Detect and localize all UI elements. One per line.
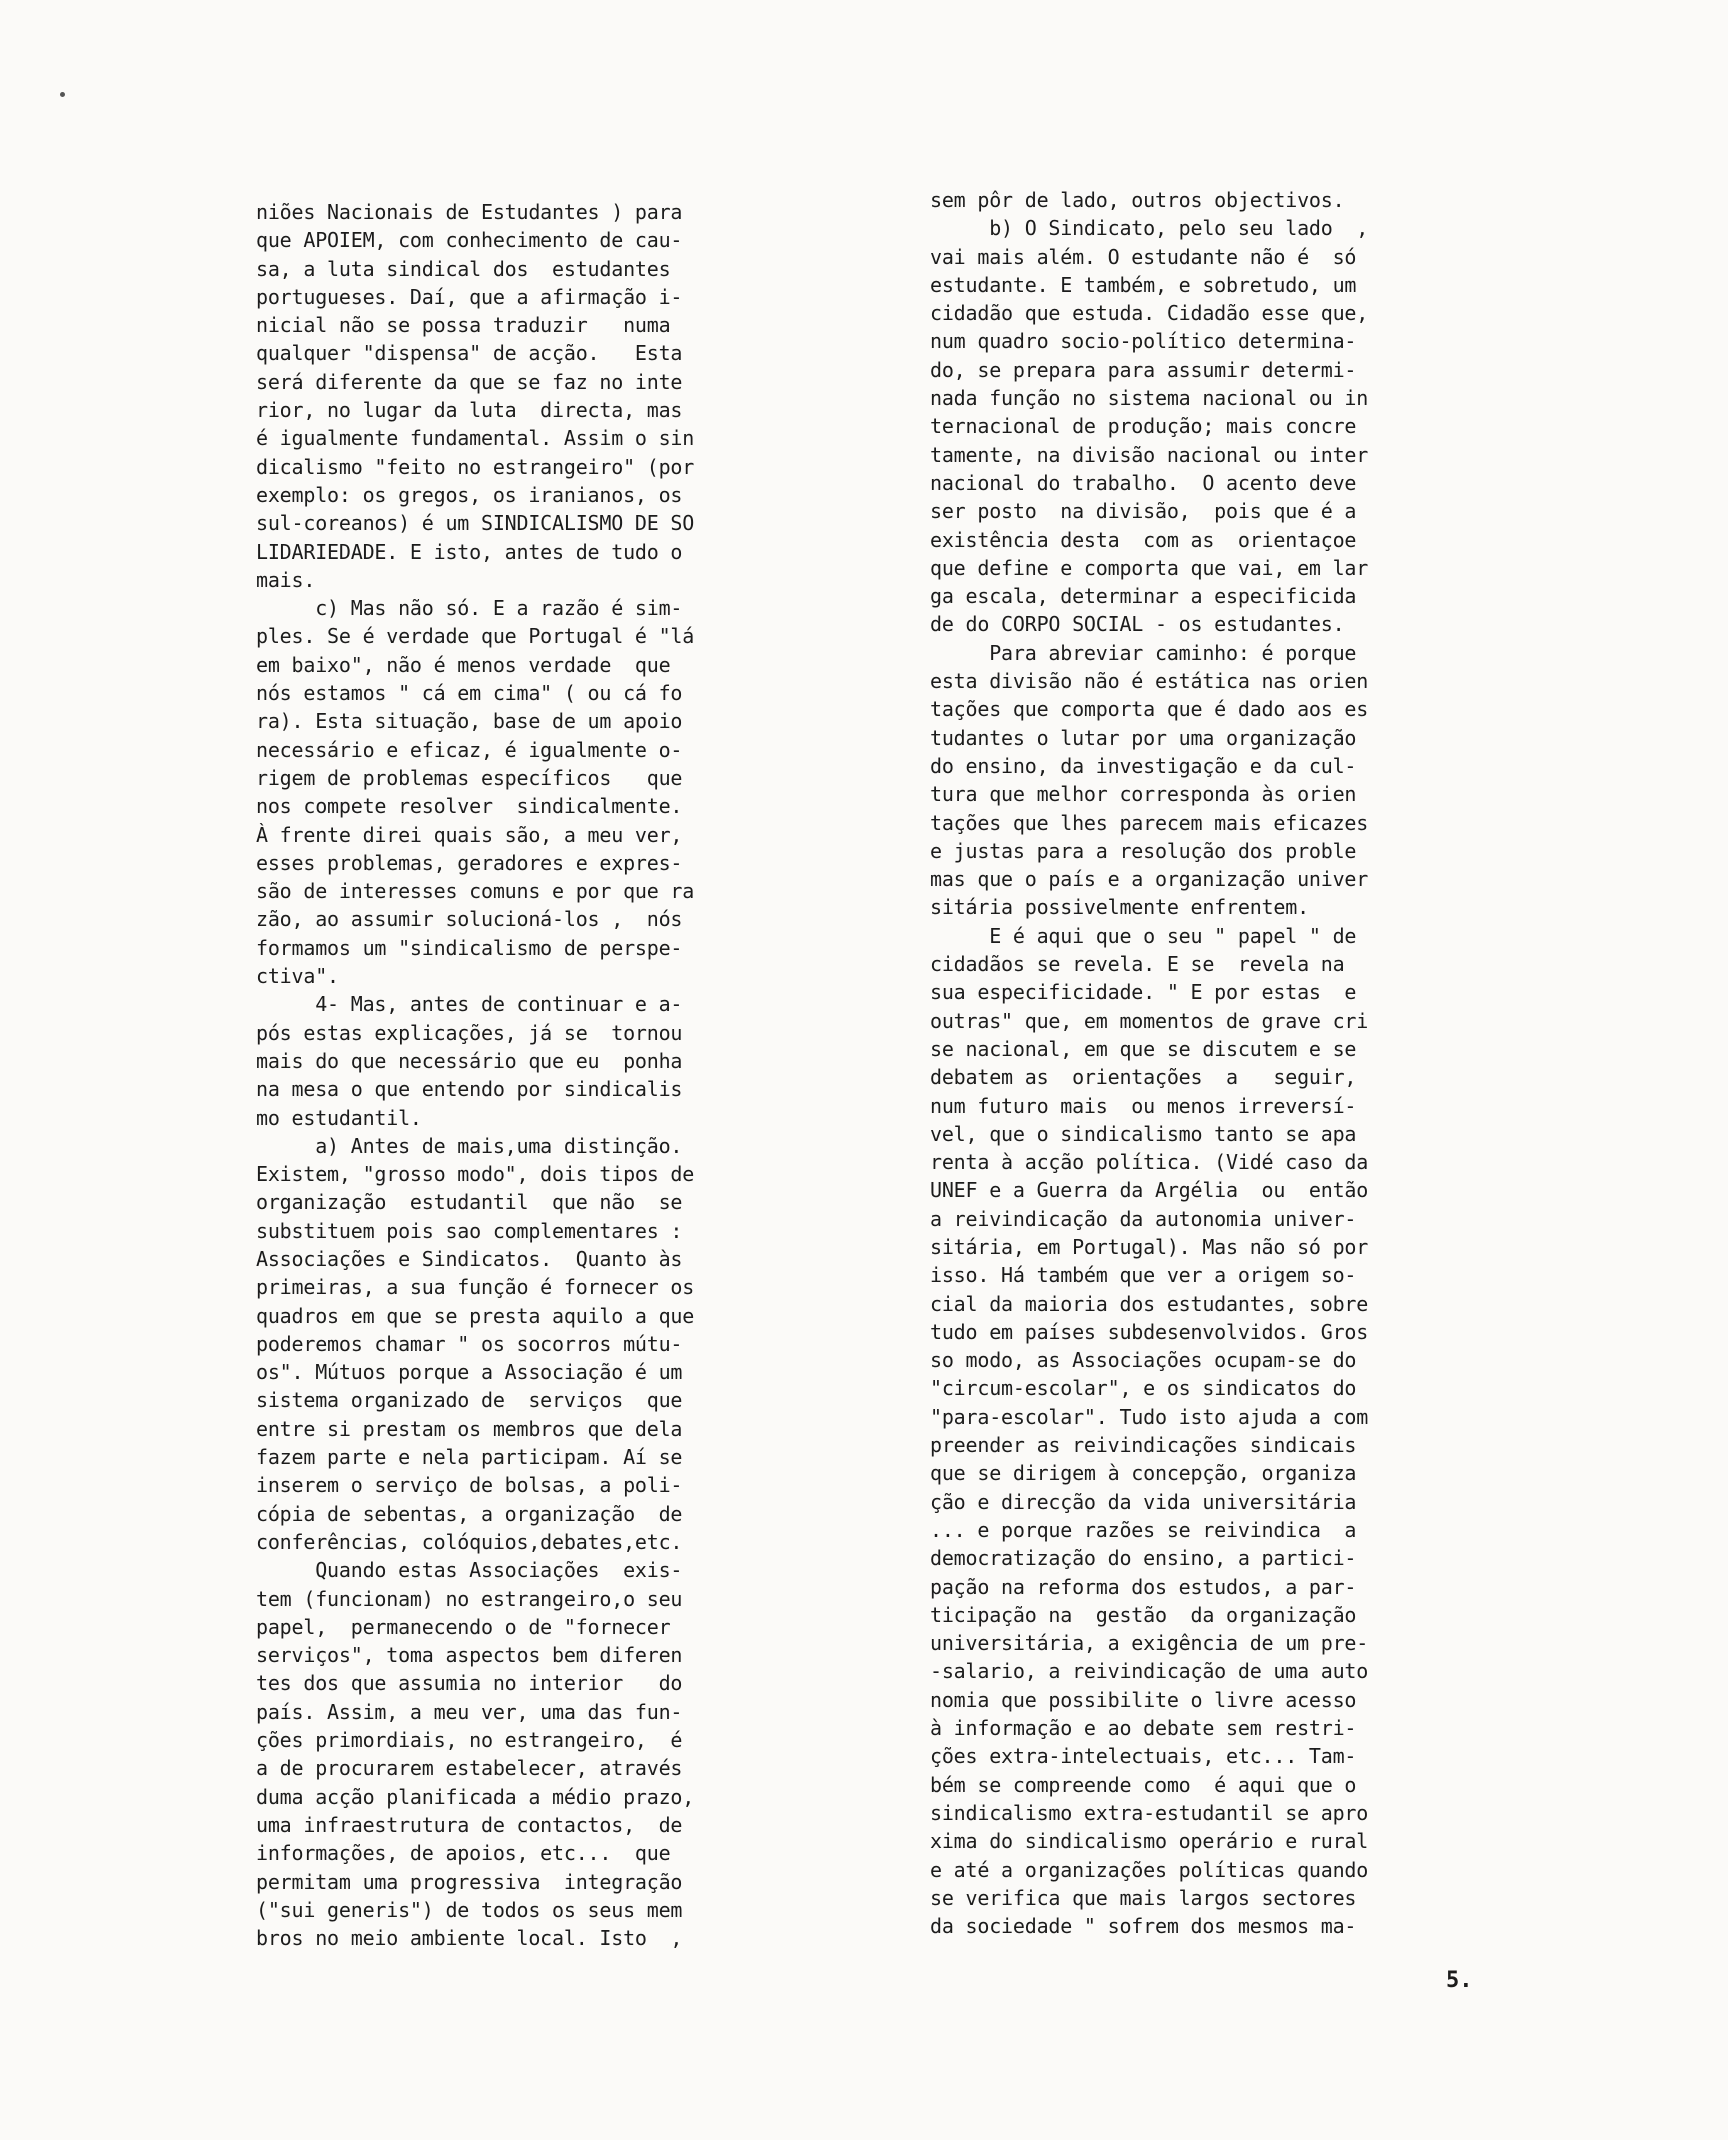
text-line: UNEF e a Guerra da Argélia ou então xyxy=(930,1178,1369,1203)
text-line: LIDARIEDADE. E isto, antes de tudo o xyxy=(256,539,683,564)
text-line: sul-coreanos) é um SINDICALISMO DE SO xyxy=(256,511,695,536)
text-line: nós estamos " cá em cima" ( ou cá fo xyxy=(256,681,683,706)
text-line: Existem, "grosso modo", dois tipos de xyxy=(256,1162,695,1187)
text-line: substituem pois sao complementares : xyxy=(256,1218,683,1243)
text-line: exemplo: os gregos, os iranianos, os xyxy=(256,482,683,507)
text-line: nacional do trabalho. O acento deve xyxy=(930,470,1357,495)
text-line: é igualmente fundamental. Assim o sin xyxy=(256,426,695,451)
text-line: democratização do ensino, a partici- xyxy=(930,1546,1357,1571)
text-line: esses problemas, geradores e expres- xyxy=(256,850,683,875)
ink-speck xyxy=(60,92,65,97)
text-line: 4- Mas, antes de continuar e a- xyxy=(256,992,683,1017)
text-line: E é aqui que o seu " papel " de xyxy=(930,923,1357,948)
text-line: rior, no lugar da luta directa, mas xyxy=(256,398,683,423)
text-line: num quadro socio-político determina- xyxy=(930,329,1357,354)
text-line: mais. xyxy=(256,567,316,592)
text-line: nicial não se possa traduzir numa xyxy=(256,313,671,338)
text-line: tes dos que assumia no interior do xyxy=(256,1671,683,1696)
text-line: fazem parte e nela participam. Aí se xyxy=(256,1445,683,1470)
text-line: ção e direcção da vida universitária xyxy=(930,1489,1357,1514)
text-line: universitária, a exigência de um pre- xyxy=(930,1631,1369,1656)
text-line: mais do que necessário que eu ponha xyxy=(256,1048,683,1073)
text-line: ples. Se é verdade que Portugal é "lá xyxy=(256,624,695,649)
text-line: preender as reivindicações sindicais xyxy=(930,1433,1357,1458)
text-line: se verifica que mais largos sectores xyxy=(930,1885,1357,1910)
text-line: ("sui generis") de todos os seus mem xyxy=(256,1897,683,1922)
text-line: e justas para a resolução dos proble xyxy=(930,838,1357,863)
text-line: outras" que, em momentos de grave cri xyxy=(930,1008,1369,1033)
text-line: do ensino, da investigação e da cul- xyxy=(930,753,1357,778)
text-line: serviços", toma aspectos bem diferen xyxy=(256,1643,683,1668)
text-line: inserem o serviço de bolsas, a poli- xyxy=(256,1473,683,1498)
text-line: que APOIEM, com conhecimento de cau- xyxy=(256,228,683,253)
text-line: "para-escolar". Tudo isto ajuda a com xyxy=(930,1404,1369,1429)
text-line: será diferente da que se faz no inte xyxy=(256,369,683,394)
text-line: de do CORPO SOCIAL - os estudantes. xyxy=(930,612,1345,637)
text-line: b) O Sindicato, pelo seu lado , xyxy=(930,216,1369,241)
text-line: duma acção planificada a médio prazo, xyxy=(256,1784,695,1809)
text-line: ticipação na gestão da organização xyxy=(930,1602,1357,1627)
text-line: cidadãos se revela. E se revela na xyxy=(930,952,1345,977)
text-line: debatem as orientações a seguir, xyxy=(930,1065,1357,1090)
text-line: tudantes o lutar por uma organização xyxy=(930,725,1357,750)
text-line: sa, a luta sindical dos estudantes xyxy=(256,256,671,281)
text-line: uma infraestrutura de contactos, de xyxy=(256,1812,683,1837)
text-line: que define e comporta que vai, em lar xyxy=(930,555,1369,580)
text-line: Para abreviar caminho: é porque xyxy=(930,640,1357,665)
text-line: a reivindicação da autonomia univer- xyxy=(930,1206,1357,1231)
text-line: ternacional de produção; mais concre xyxy=(930,414,1357,439)
text-line: xima do sindicalismo operário e rural xyxy=(930,1829,1369,1854)
text-line: niões Nacionais de Estudantes ) para xyxy=(256,200,683,224)
text-line: e até a organizações políticas quando xyxy=(930,1857,1369,1882)
text-line: ga escala, determinar a especificida xyxy=(930,584,1357,609)
text-line: primeiras, a sua função é fornecer os xyxy=(256,1275,695,1300)
text-line: que se dirigem à concepção, organiza xyxy=(930,1461,1357,1486)
text-line: Associações e Sindicatos. Quanto às xyxy=(256,1246,683,1271)
text-line: tações que lhes parecem mais eficazes xyxy=(930,810,1369,835)
text-line: tudo em países subdesenvolvidos. Gros xyxy=(930,1319,1369,1344)
text-line: nomia que possibilite o livre acesso xyxy=(930,1687,1357,1712)
text-line: qualquer "dispensa" de acção. Esta xyxy=(256,341,683,366)
text-line: renta à acção política. (Vidé caso da xyxy=(930,1150,1369,1175)
right-text-column xyxy=(930,186,1475,1940)
text-line: sem pôr de lado, outros objectivos. xyxy=(930,188,1345,212)
text-line: isso. Há também que ver a origem so- xyxy=(930,1263,1357,1288)
text-line: da sociedade " sofrem dos mesmos ma- xyxy=(930,1914,1357,1939)
text-line: são de interesses comuns e por que ra xyxy=(256,879,695,904)
text-line: pós estas explicações, já se tornou xyxy=(256,1020,683,1045)
text-line: cial da maioria dos estudantes, sobre xyxy=(930,1291,1369,1316)
page-number: 5. xyxy=(1446,1968,1473,1993)
text-line: portugueses. Daí, que a afirmação i- xyxy=(256,284,683,309)
text-line: do, se prepara para assumir determi- xyxy=(930,357,1357,382)
text-line: ctiva". xyxy=(256,964,339,989)
text-line: sitária, em Portugal). Mas não só por xyxy=(930,1234,1369,1259)
text-line: pação na reforma dos estudos, a par- xyxy=(930,1574,1357,1599)
text-line: mas que o país e a organização univer xyxy=(930,867,1369,892)
text-line: à informação e ao debate sem restri- xyxy=(930,1716,1357,1741)
text-line: tem (funcionam) no estrangeiro,o seu xyxy=(256,1586,683,1611)
text-line: cidadão que estuda. Cidadão esse que, xyxy=(930,301,1369,326)
text-line: papel, permanecendo o de "fornecer xyxy=(256,1614,671,1639)
text-line: ções primordiais, no estrangeiro, é xyxy=(256,1728,683,1753)
text-line: zão, ao assumir solucioná-los , nós xyxy=(256,907,683,932)
text-line: ser posto na divisão, pois que é a xyxy=(930,499,1357,524)
text-line: -salario, a reivindicação de uma auto xyxy=(930,1659,1369,1684)
text-line: conferências, colóquios,debates,etc. xyxy=(256,1529,683,1554)
text-line: se nacional, em que se discutem e se xyxy=(930,1036,1357,1061)
text-line: país. Assim, a meu ver, uma das fun- xyxy=(256,1699,683,1724)
text-line: dicalismo "feito no estrangeiro" (por xyxy=(256,454,695,479)
text-line: nos compete resolver sindicalmente. xyxy=(256,794,683,819)
text-line: vai mais além. O estudante não é só xyxy=(930,244,1357,269)
text-line: vel, que o sindicalismo tanto se apa xyxy=(930,1121,1357,1146)
text-line: sistema organizado de serviços que xyxy=(256,1388,683,1413)
text-line: permitam uma progressiva integração xyxy=(256,1869,683,1894)
text-line: entre si prestam os membros que dela xyxy=(256,1416,683,1441)
text-line: em baixo", não é menos verdade que xyxy=(256,652,671,677)
text-line: ... e porque razões se reivindica a xyxy=(930,1517,1357,1542)
text-line: c) Mas não só. E a razão é sim- xyxy=(256,596,683,621)
text-line: mo estudantil. xyxy=(256,1105,422,1130)
text-line: bém se compreende como é aqui que o xyxy=(930,1772,1357,1797)
text-line: estudante. E também, e sobretudo, um xyxy=(930,272,1357,297)
text-line: necessário e eficaz, é igualmente o- xyxy=(256,737,683,762)
text-line: sua especificidade. " E por estas e xyxy=(930,980,1357,1005)
text-line: bros no meio ambiente local. Isto , xyxy=(256,1926,683,1951)
text-line: informações, de apoios, etc... que xyxy=(256,1841,671,1866)
text-line: sitária possivelmente enfrentem. xyxy=(930,895,1309,920)
text-line: sindicalismo extra-estudantil se apro xyxy=(930,1800,1369,1825)
text-line: À frente direi quais são, a meu ver, xyxy=(256,822,683,847)
text-line: nada função no sistema nacional ou in xyxy=(930,386,1369,411)
text-line: na mesa o que entendo por sindicalis xyxy=(256,1077,683,1102)
left-text-column xyxy=(256,198,801,1952)
text-line: tura que melhor corresponda às orien xyxy=(930,782,1357,807)
text-line: esta divisão não é estática nas orien xyxy=(930,669,1369,694)
text-line: a) Antes de mais,uma distinção. xyxy=(256,1133,683,1158)
text-line: ra). Esta situação, base de um apoio xyxy=(256,709,683,734)
text-line: "circum-escolar", e os sindicatos do xyxy=(930,1376,1357,1401)
text-line: tações que comporta que é dado aos es xyxy=(930,697,1369,722)
text-line: quadros em que se presta aquilo a que xyxy=(256,1303,695,1328)
text-line: ções extra-intelectuais, etc... Tam- xyxy=(930,1744,1357,1769)
text-line: os". Mútuos porque a Associação é um xyxy=(256,1360,683,1385)
text-line: a de procurarem estabelecer, através xyxy=(256,1756,683,1781)
text-line: num futuro mais ou menos irreversí- xyxy=(930,1093,1357,1118)
text-line: Quando estas Associações exis- xyxy=(256,1558,683,1583)
text-line: existência desta com as orientaçoe xyxy=(930,527,1357,552)
text-line: poderemos chamar " os socorros mútu- xyxy=(256,1331,683,1356)
text-line: organização estudantil que não se xyxy=(256,1190,683,1215)
text-line: tamente, na divisão nacional ou inter xyxy=(930,442,1369,467)
text-line: so modo, as Associações ocupam-se do xyxy=(930,1348,1357,1373)
text-line: rigem de problemas específicos que xyxy=(256,765,683,790)
text-line: cópia de sebentas, a organização de xyxy=(256,1501,683,1526)
text-line: formamos um "sindicalismo de perspe- xyxy=(256,935,683,960)
